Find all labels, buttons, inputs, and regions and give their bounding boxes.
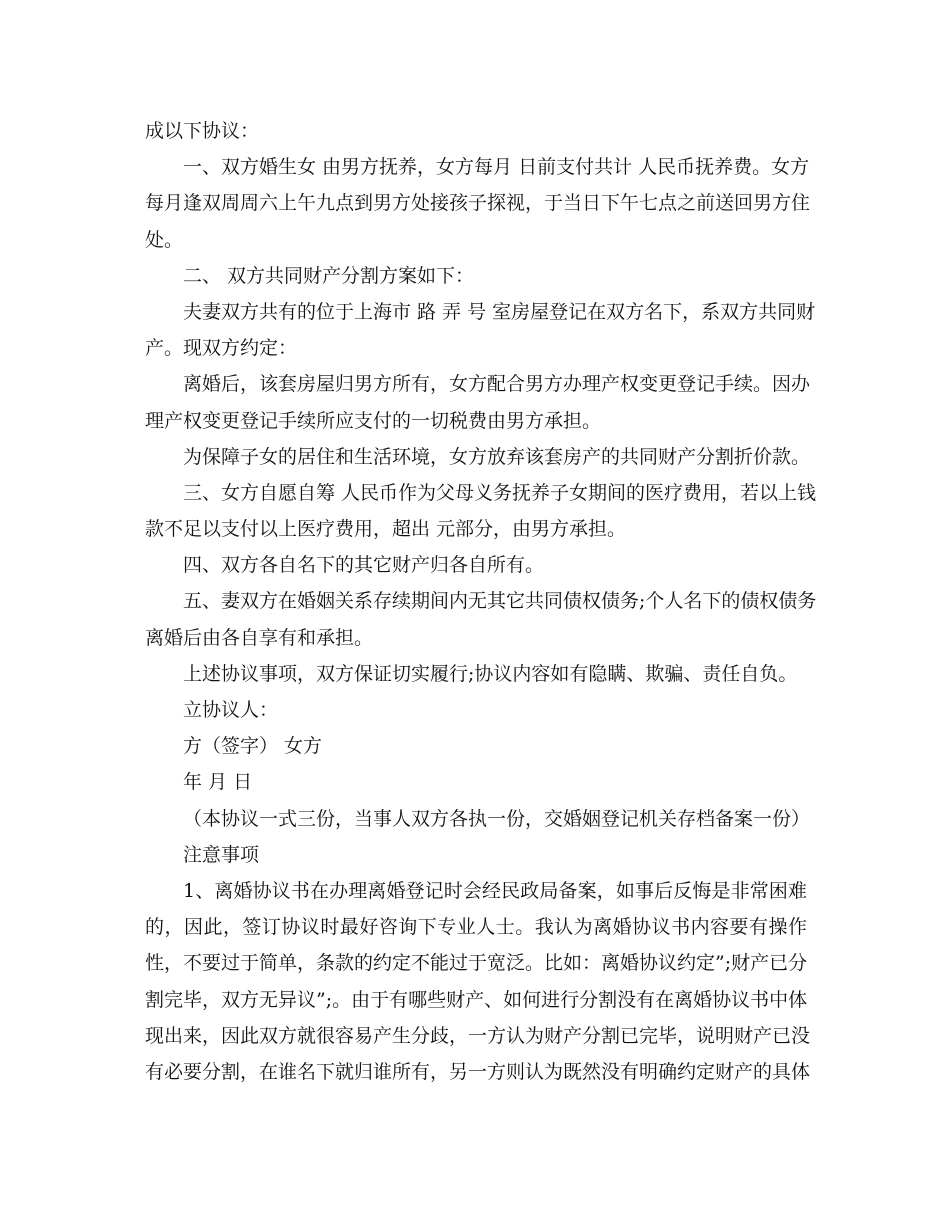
text-line: 割完毕，双方无异议”;。由于有哪些财产、如何进行分割没有在离婚协议书中体 xyxy=(145,988,808,1011)
text-line: （本协议一式三份，当事人双方各执一份，交婚姻登记机关存档备案一份） xyxy=(183,807,811,830)
agreement-text xyxy=(145,113,817,1090)
text-line: 款不足以支付以上医疗费用，超出 元部分，由男方承担。 xyxy=(145,518,627,541)
text-line: 注意事项 xyxy=(183,843,260,866)
text-line: 1、离婚协议书在办理离婚登记时会经民政局备案，如事后反悔是非常困难 xyxy=(183,879,807,902)
text-line: 离婚后由各自享有和承担。 xyxy=(145,626,374,649)
text-line: 夫妻双方共有的位于上海市 路 弄 号 室房屋登记在双方名下，系双方共同财 xyxy=(183,300,816,323)
text-line: 二、 双方共同财产分割方案如下： xyxy=(183,264,475,287)
text-line: 年 月 日 xyxy=(183,771,253,794)
text-line: 现出来，因此双方就很容易产生分歧，一方认为财产分割已完毕，说明财产已没 xyxy=(145,1024,811,1047)
text-line: 离婚后，该套房屋归男方所有，女方配合男方办理产权变更登记手续。因办 xyxy=(183,373,811,396)
text-line: 三、女方自愿自筹 人民币作为父母义务抚养子女期间的医疗费用，若以上钱 xyxy=(183,481,817,504)
text-line: 有必要分割，在谁名下就归谁所有，另一方则认为既然没有明确约定财产的具体 xyxy=(145,1060,811,1083)
text-line: 产。现双方约定： xyxy=(145,337,298,360)
text-line: 方（签字） 女方 xyxy=(183,735,323,758)
text-line: 每月逢双周周六上午九点到男方处接孩子探视，于当日下午七点之前送回男方住 xyxy=(145,192,811,215)
text-line: 理产权变更登记手续所应支付的一切税费由男方承担。 xyxy=(145,409,602,432)
text-line: 立协议人： xyxy=(183,699,279,721)
text-line: 的，因此，签订协议时最好咨询下专业人士。我认为离婚协议书内容要有操作 xyxy=(145,916,807,939)
text-line: 上述协议事项，双方保证切实履行;协议内容如有隐瞒、欺骗、责任自负。 xyxy=(183,662,798,685)
text-line: 一、双方婚生女 由男方抚养，女方每月 日前支付共计 人民币抚养费。女方 xyxy=(183,156,810,179)
text-line: 性，不要过于简单，条款的约定不能过于宽泛。比如：离婚协议约定”;财产已分 xyxy=(145,952,808,975)
text-line: 五、妻双方在婚姻关系存续期间内无其它共同债权债务;个人名下的债权债务 xyxy=(183,590,817,613)
text-line: 成以下协议： xyxy=(145,120,260,142)
text-line: 为保障子女的居住和生活环境，女方放弃该套房产的共同财产分割折价款。 xyxy=(183,445,811,468)
text-line: 四、双方各自名下的其它财产归各自所有。 xyxy=(183,554,545,577)
text-line: 处。 xyxy=(145,228,184,251)
